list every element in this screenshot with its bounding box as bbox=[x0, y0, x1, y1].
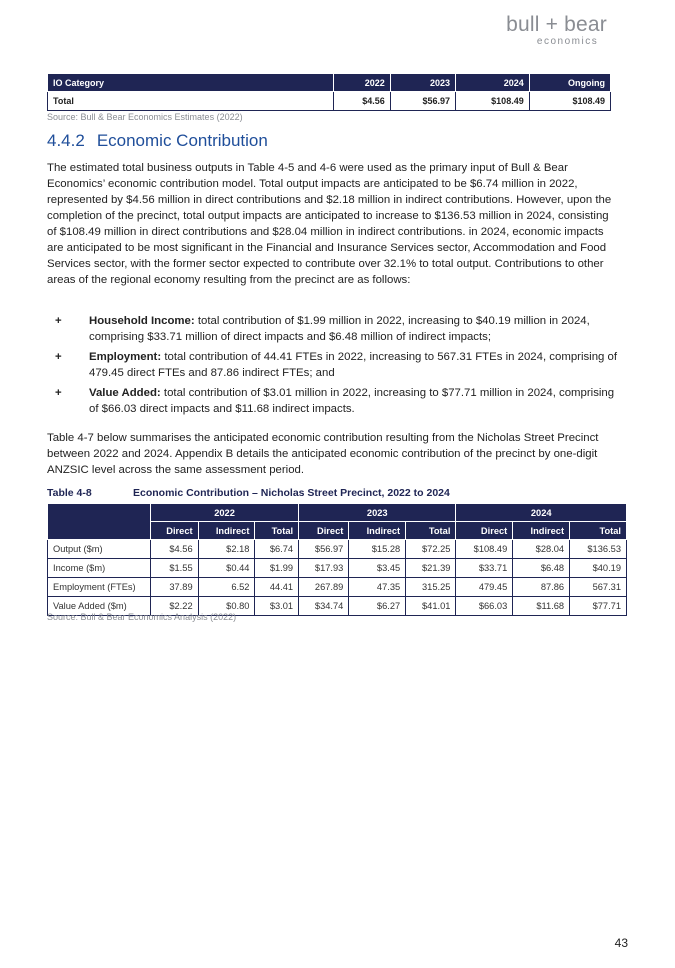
table-cell: $11.68 bbox=[513, 597, 570, 616]
year-header-2023: 2023 bbox=[299, 504, 456, 522]
year-header-row bbox=[48, 504, 627, 522]
table-cell: $6.48 bbox=[513, 559, 570, 578]
table-cell: 47.35 bbox=[349, 578, 406, 597]
row-label: Employment (FTEs) bbox=[48, 578, 151, 597]
io-row-label: Total bbox=[48, 92, 334, 111]
table-cell: $136.53 bbox=[570, 540, 627, 559]
table-cell: $72.25 bbox=[406, 540, 456, 559]
page-number: 43 bbox=[614, 936, 628, 950]
table-corner-cell bbox=[48, 504, 151, 540]
table-cell: 37.89 bbox=[151, 578, 199, 597]
io-cell: $56.97 bbox=[390, 92, 455, 111]
table-cell: 44.41 bbox=[255, 578, 299, 597]
plus-bullet-icon: + bbox=[55, 351, 62, 363]
economic-contribution-table bbox=[47, 503, 627, 616]
table-row bbox=[48, 559, 627, 578]
year-header-2022: 2022 bbox=[151, 504, 299, 522]
table-cell: 567.31 bbox=[570, 578, 627, 597]
contribution-bullet-list bbox=[47, 313, 621, 421]
table-cell: $34.74 bbox=[299, 597, 349, 616]
table-cell: $6.74 bbox=[255, 540, 299, 559]
table-cell: $56.97 bbox=[299, 540, 349, 559]
table-cell: $4.56 bbox=[151, 540, 199, 559]
brand-name: bull + bear bbox=[506, 13, 607, 36]
table-caption-number: Table 4-8 bbox=[47, 487, 92, 499]
subheader-direct: Direct bbox=[299, 522, 349, 540]
table-row bbox=[48, 578, 627, 597]
io-category-table bbox=[47, 73, 611, 111]
table-cell: $40.19 bbox=[570, 559, 627, 578]
table-cell: $17.93 bbox=[299, 559, 349, 578]
table-cell: $2.18 bbox=[198, 540, 255, 559]
bullet-term: Employment: bbox=[89, 351, 162, 363]
table-cell: $66.03 bbox=[456, 597, 513, 616]
bullet-text: total contribution of $1.99 million in 2022, increasing to $40.19 million in 2024, comprising $33.71 million of direct impacts and $6.48 million of indirect impacts; bbox=[89, 315, 590, 343]
table-cell: $2.22 bbox=[151, 597, 199, 616]
list-item bbox=[47, 385, 621, 417]
table-caption-title: Economic Contribution – Nicholas Street Precinct, 2022 to 2024 bbox=[133, 487, 450, 499]
bullet-text: total contribution of $3.01 million in 2022, increasing to $77.71 million in 2024, comprising of $66.03 direct impacts and $11.68 indirect impacts. bbox=[89, 387, 615, 415]
plus-bullet-icon: + bbox=[55, 387, 62, 399]
bullet-text: total contribution of 44.41 FTEs in 2022, increasing to 567.31 FTEs in 2024, comprising of 479.45 direct FTEs and 87.86 indirect FTEs; and bbox=[89, 351, 618, 379]
table-cell: 315.25 bbox=[406, 578, 456, 597]
io-col-2023: 2023 bbox=[390, 74, 455, 92]
table-cell: $41.01 bbox=[406, 597, 456, 616]
row-label: Value Added ($m) bbox=[48, 597, 151, 616]
table-cell: 479.45 bbox=[456, 578, 513, 597]
subheader-indirect: Indirect bbox=[513, 522, 570, 540]
subheader-total: Total bbox=[255, 522, 299, 540]
table-cell: 6.52 bbox=[198, 578, 255, 597]
table-cell: $1.55 bbox=[151, 559, 199, 578]
bullet-term: Value Added: bbox=[89, 387, 161, 399]
subheader-indirect: Indirect bbox=[198, 522, 255, 540]
summary-paragraph: Table 4-7 below summarises the anticipated economic contribution resulting from the Nicholas Street Precinct between 2022 and 2024. Appendix B details the anticipated economic contribution of the precinct by one-digit ANZSIC level across the same assessment period. bbox=[47, 432, 599, 476]
table-cell: $33.71 bbox=[456, 559, 513, 578]
row-label: Output ($m) bbox=[48, 540, 151, 559]
table-cell: $28.04 bbox=[513, 540, 570, 559]
io-col-2022: 2022 bbox=[334, 74, 391, 92]
table-cell: 267.89 bbox=[299, 578, 349, 597]
subheader-total: Total bbox=[570, 522, 627, 540]
brand-subtitle: economics bbox=[536, 36, 599, 47]
io-cell: $108.49 bbox=[529, 92, 610, 111]
table-caption bbox=[47, 487, 450, 499]
io-table-header-row bbox=[48, 74, 611, 92]
list-item bbox=[47, 313, 621, 345]
io-col-2024: 2024 bbox=[456, 74, 530, 92]
table-cell: $1.99 bbox=[255, 559, 299, 578]
list-item bbox=[47, 349, 621, 381]
intro-paragraph: The estimated total business outputs in Table 4-5 and 4-6 were used as the primary input of Bull & Bear Economics’ economic contribution model. Total output impacts are anticipated to be $6.74 million in 2022, represented by $4.56 million in direct contributions and $2.18 million in indirect contributions. However, upon the completion of the precinct, total output impacts are anticipated to increase to $136.53 million in 2024, consisting of $108.49 million in direct contributions and $28.04 million in indirect contributions. in 2024, economic impacts are anticipated to be most significant in the Financial and Insurance Services sector, Accommodation and Food Services sector, with the former sector expected to contribute over 32.1% to total output. Contributions to other areas of the regional economy resulting from the precinct are as follows: bbox=[47, 162, 612, 286]
table-cell: 87.86 bbox=[513, 578, 570, 597]
table-row bbox=[48, 92, 611, 111]
io-col-category: IO Category bbox=[48, 74, 334, 92]
section-title: Economic Contribution bbox=[96, 131, 268, 150]
subheader-direct: Direct bbox=[151, 522, 199, 540]
table-cell: $0.44 bbox=[198, 559, 255, 578]
table-cell: $21.39 bbox=[406, 559, 456, 578]
section-heading bbox=[47, 131, 268, 151]
row-label: Income ($m) bbox=[48, 559, 151, 578]
bullet-term: Household Income: bbox=[89, 315, 195, 327]
section-number: 4.4.2 bbox=[47, 131, 85, 150]
io-table-source: Source: Bull & Bear Economics Estimates (2022) bbox=[47, 112, 243, 122]
table-cell: $108.49 bbox=[456, 540, 513, 559]
subheader-direct: Direct bbox=[456, 522, 513, 540]
table-row bbox=[48, 540, 627, 559]
io-cell: $108.49 bbox=[456, 92, 530, 111]
plus-bullet-icon: + bbox=[55, 315, 62, 327]
year-header-2024: 2024 bbox=[456, 504, 627, 522]
table-cell: $15.28 bbox=[349, 540, 406, 559]
table-cell: $0.80 bbox=[198, 597, 255, 616]
table-cell: $3.45 bbox=[349, 559, 406, 578]
table-cell: $6.27 bbox=[349, 597, 406, 616]
table-cell: $3.01 bbox=[255, 597, 299, 616]
subheader-indirect: Indirect bbox=[349, 522, 406, 540]
brand-logo bbox=[506, 14, 607, 47]
io-cell: $4.56 bbox=[334, 92, 391, 111]
subheader-total: Total bbox=[406, 522, 456, 540]
table-cell: $77.71 bbox=[570, 597, 627, 616]
contribution-table-source: Source: Bull & Bear Economics Analysis (2022) bbox=[47, 612, 237, 622]
io-col-ongoing: Ongoing bbox=[529, 74, 610, 92]
